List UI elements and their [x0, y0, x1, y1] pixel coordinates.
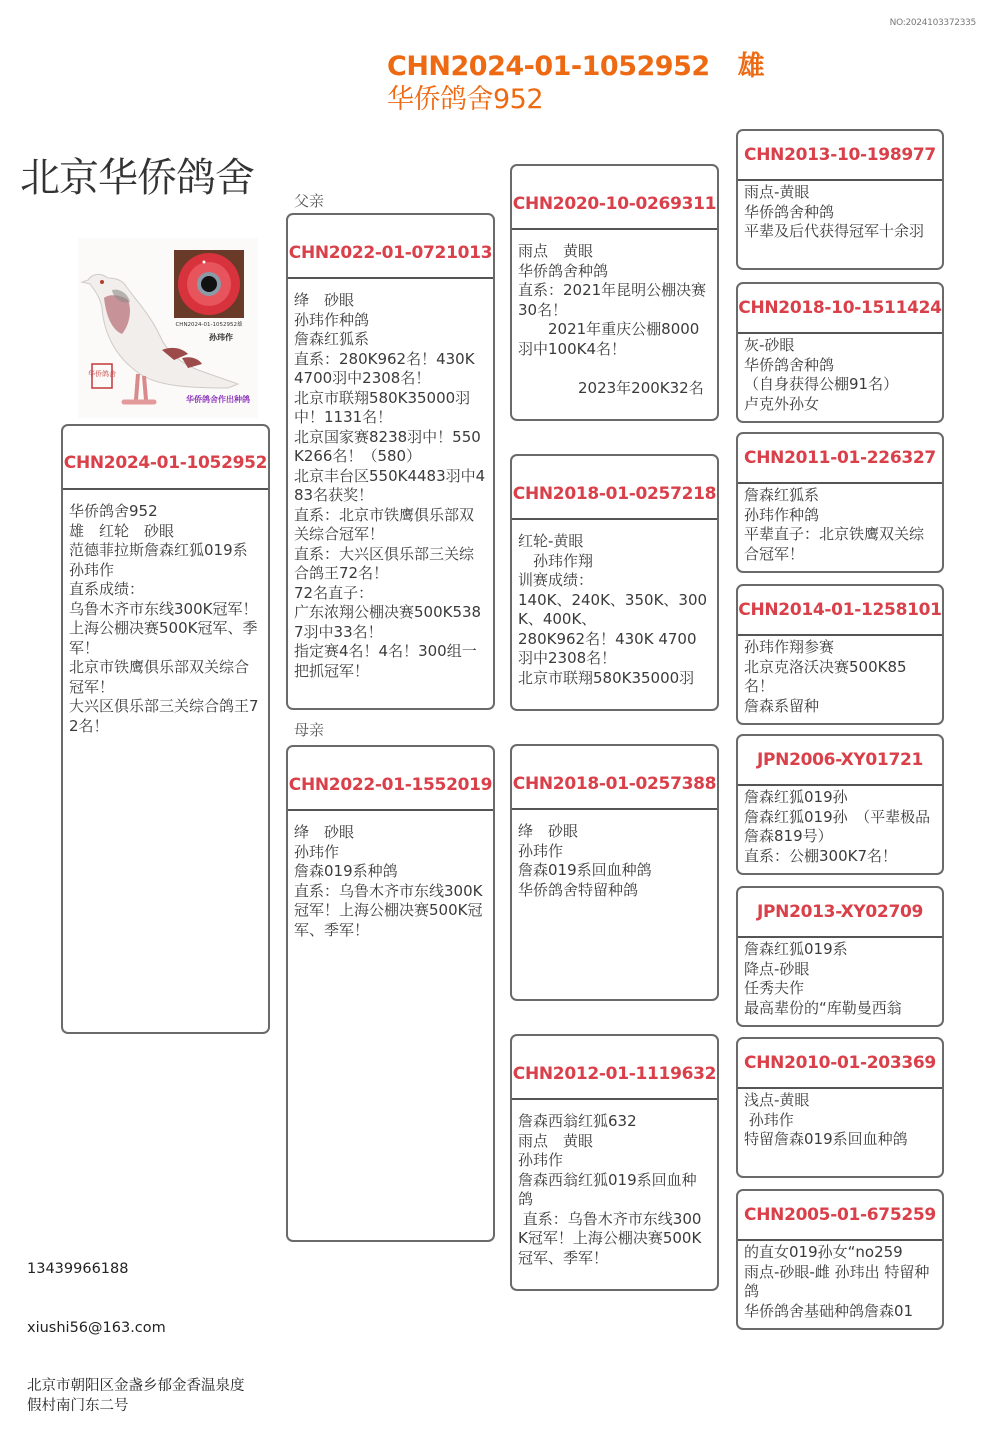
great-grandparent-details: 詹森红狐019系 降点-砂眼 任秀夫作 最高辈份的“库勒曼西翁	[744, 940, 902, 1017]
father-ring: CHN2022-01-0721013	[288, 215, 493, 279]
seal-text: 华侨鸽舍	[88, 370, 116, 378]
sex-label: 雄	[737, 51, 765, 82]
father-details: 绛 砂眼 孙玮作种鸽 詹森红狐系 直系：280K962名！430K 4700羽中2308名！ 北京市联翔580K35000羽中！1131名！ 北京国家赛8238羽中！550K266名！（580） 北京丰台区550K4483羽中483名获奖！ 直系：北京市铁鹰俱乐部双关综合冠军！ 直系：大兴区俱乐部三关综合鸽王72名！ 72名直子： 广东浓翔公棚决赛500K5387羽中33名！ 指定赛4名！4名！300组一把抓冠军！	[294, 291, 486, 680]
great-grandparent-details: 雨点-黄眼 华侨鸽舍种鸽 平辈及后代获得冠军十余羽	[744, 183, 925, 240]
mother-label: 母亲	[294, 721, 325, 739]
subject-details: 华侨鸽舍952 雄 红轮 砂眼 范德菲拉斯詹森红狐019系 孙玮作 直系成绩： 乌鲁木齐市东线300K冠军！上海公棚决赛500K冠军、季军！ 北京市铁鹰俱乐部双关综合冠军！ 大兴区俱乐部三关综合鸽王72名！	[69, 502, 259, 735]
great-grandparent-ring: JPN2006-XY01721	[738, 736, 942, 786]
document-number: NO:2024103372335	[889, 18, 976, 28]
paternal-grandmother-ring: CHN2018-01-0257218	[512, 456, 717, 520]
pigeon-illustration	[78, 238, 258, 418]
paternal-grandfather-ring: CHN2020-10-0269311	[512, 166, 717, 230]
photo-slogan: 华侨鸽舍作出种鸽	[186, 395, 250, 404]
great-grandparent-ring: CHN2013-10-198977	[738, 131, 942, 181]
great-grandparent-card[interactable]	[736, 734, 944, 875]
paternal-grandfather-card[interactable]	[510, 164, 719, 421]
great-grandparent-card[interactable]	[736, 282, 944, 423]
paternal-grandmother-details: 红轮-黄眼 孙玮作翔 训赛成绩： 140K、240K、350K、300K、400K、 280K962名！430K 4700羽中2308名！ 北京市联翔580K35000羽	[518, 532, 708, 687]
paternal-grandmother-card[interactable]	[510, 454, 719, 711]
photo-ring-caption: CHN2024-01-1052952雄	[175, 322, 243, 328]
father-label: 父亲	[294, 192, 325, 210]
contact-email[interactable]: xiushi56@163.com	[27, 1319, 166, 1336]
great-grandparent-card[interactable]	[736, 1037, 944, 1178]
maternal-grandfather-card[interactable]	[510, 744, 719, 1001]
mother-details: 绛 砂眼 孙玮作 詹森019系种鸽 直系：乌鲁木齐市东线300K冠军！上海公棚决赛500K冠军、季军！	[294, 823, 483, 939]
pigeon-photo	[78, 238, 258, 418]
great-grandparent-ring: CHN2011-01-226327	[738, 434, 942, 484]
great-grandparent-details: 灰-砂眼 华侨鸽舍种鸽 （自身获得公棚91名） 卢克外孙女	[744, 336, 899, 413]
father-card[interactable]	[286, 213, 495, 710]
great-grandparent-ring: CHN2018-10-1511424	[738, 284, 942, 334]
great-grandparent-details: 孙玮作翔参赛 北京克洛沃决赛500K85名！ 詹森系留种	[744, 638, 907, 715]
great-grandparent-ring: JPN2013-XY02709	[738, 888, 942, 938]
great-grandparent-card[interactable]	[736, 432, 944, 573]
maternal-grandmother-ring: CHN2012-01-1119632	[512, 1036, 717, 1100]
maternal-grandfather-details: 绛 砂眼 孙玮作 詹森019系回血种鸽 华侨鸽舍特留种鸽	[518, 822, 652, 899]
contact-phone: 13439966188	[27, 1261, 129, 1277]
great-grandparent-ring: CHN2014-01-1258101	[738, 586, 942, 636]
great-grandparent-ring: CHN2010-01-203369	[738, 1039, 942, 1089]
ring-number: CHN2024-01-1052952	[387, 51, 710, 82]
subject-ring: CHN2024-01-1052952	[63, 426, 268, 490]
loft-name: 北京华侨鸽舍	[20, 155, 254, 201]
great-grandparent-details: 詹森红狐019孙 詹森红狐019孙 （平辈极品詹森819号） 直系：公棚300K7名！	[744, 788, 931, 865]
great-grandparent-details: 的直女019孙女“no259 雨点-砂眼-雌 孙玮出 特留种鸽 华侨鸽舍基础种鸽詹森01	[744, 1243, 930, 1320]
contact-block	[27, 1221, 249, 1436]
great-grandparent-details: 浅点-黄眼 孙玮作 特留詹森019系回血种鸽	[744, 1091, 908, 1148]
great-grandparent-details: 詹森红狐系 孙玮作种鸽 平辈直子：北京铁鹰双关综合冠军！	[744, 486, 925, 563]
contact-address: 北京市朝阳区金盏乡郁金香温泉度假村南门东二号	[27, 1378, 245, 1414]
great-grandparent-card[interactable]	[736, 584, 944, 725]
great-grandparent-card[interactable]	[736, 1189, 944, 1330]
great-grandparent-card[interactable]	[736, 886, 944, 1027]
mother-card[interactable]	[286, 745, 495, 1242]
pigeon-name: 华侨鸽舍952	[387, 84, 544, 115]
maternal-grandfather-ring: CHN2018-01-0257388	[512, 746, 717, 810]
photo-breeder-caption: 孙玮作	[209, 333, 233, 342]
maternal-grandmother-card[interactable]	[510, 1034, 719, 1291]
great-grandparent-ring: CHN2005-01-675259	[738, 1191, 942, 1241]
subject-card[interactable]	[61, 424, 270, 1034]
maternal-grandmother-details: 詹森西翁红狐632 雨点 黄眼 孙玮作 詹森西翁红狐019系回血种鸽 直系：乌鲁木齐市东线300K冠军！上海公棚决赛500K冠军、季军！	[518, 1112, 702, 1267]
paternal-grandfather-details: 雨点 黄眼 华侨鸽舍种鸽 直系：2021年昆明公棚决赛30名！ 2021年重庆公棚8000羽中100K4名！ 2023年200K32名	[518, 242, 707, 397]
mother-ring: CHN2022-01-1552019	[288, 747, 493, 811]
great-grandparent-card[interactable]	[736, 129, 944, 270]
